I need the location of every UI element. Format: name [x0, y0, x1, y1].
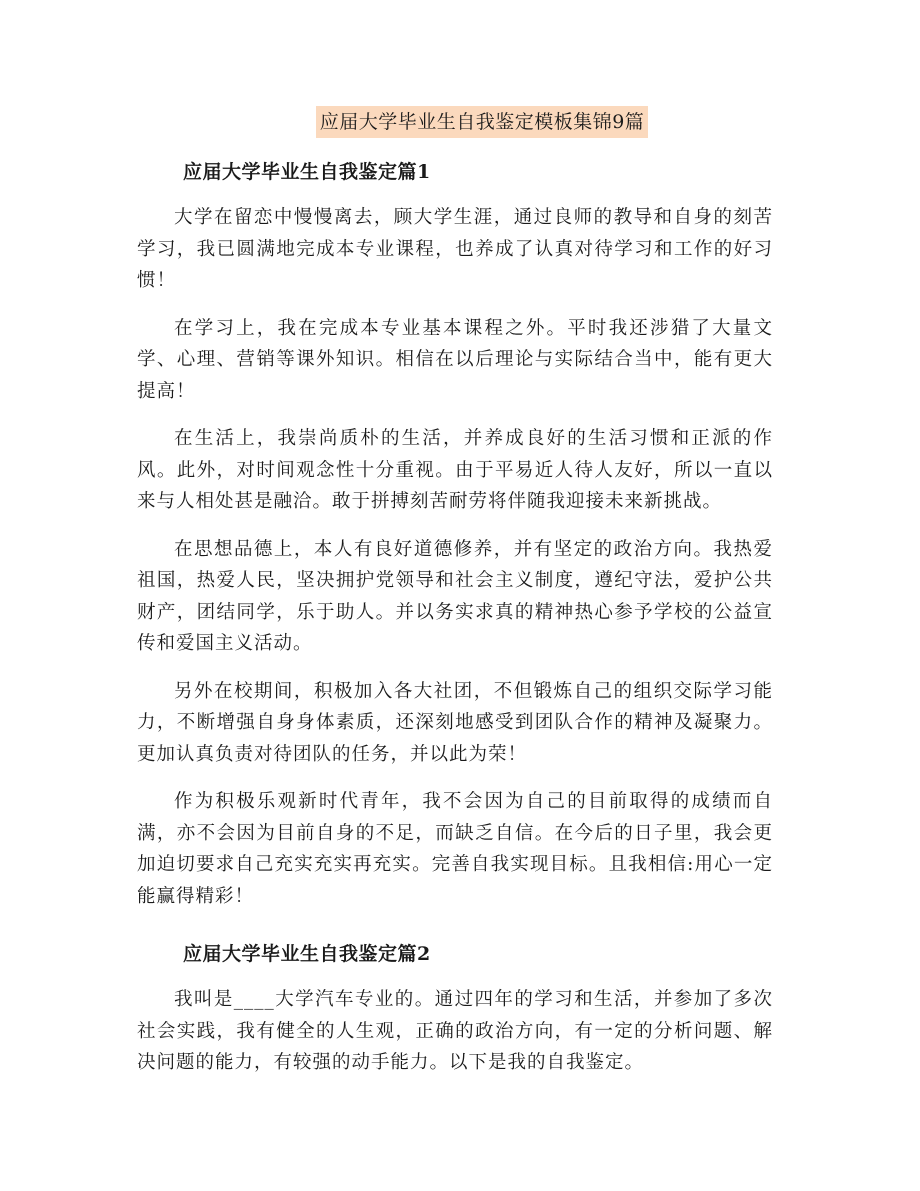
title-row — [0, 106, 920, 138]
section-heading: 应届大学毕业生自我鉴定篇1 — [183, 161, 431, 183]
document-title: 应届大学毕业生自我鉴定模板集锦9篇 — [316, 106, 649, 138]
paragraph: 我叫是____大学汽车专业的。通过四年的学习和生活，并参加了多次社会实践，我有健全的人生观，正确的政治方向，有一定的分析问题、解决问题的能力，有较强的动手能力。以下是我的自我鉴定。 — [137, 989, 773, 1073]
paragraph: 在学习上，我在完成本专业基本课程之外。平时我还涉猎了大量文学、心理、营销等课外知识。相信在以后理论与实际结合当中，能有更大提高！ — [137, 317, 773, 402]
paragraph: 在思想品德上，本人有良好道德修养，并有坚定的政治方向。我热爱祖国，热爱人民，坚决拥护党领导和社会主义制度，遵纪守法，爱护公共财产，团结同学，乐于助人。并以务实求真的精神热心参予学校的公益宣传和爱国主义活动。 — [137, 538, 773, 654]
paragraph: 另外在校期间，积极加入各大社团，不但锻炼自己的组织交际学习能力，不断增强自身身体素质，还深刻地感受到团队合作的精神及凝聚力。更加认真负责对待团队的任务，并以此为荣！ — [137, 680, 773, 765]
document-body — [137, 156, 773, 1095]
paragraph: 作为积极乐观新时代青年，我不会因为自己的目前取得的成绩而自满，亦不会因为目前自身的不足，而缺乏自信。在今后的日子里，我会更加迫切要求自己充实充实再充实。完善自我实现目标。且我相信:用心一定能赢得精彩！ — [137, 791, 773, 907]
section-heading: 应届大学毕业生自我鉴定篇2 — [183, 943, 431, 965]
paragraph: 大学在留恋中慢慢离去，顾大学生涯，通过良师的教导和自身的刻苦学习，我已圆满地完成本专业课程，也养成了认真对待学习和工作的好习惯！ — [137, 207, 773, 291]
section-divider — [137, 928, 773, 938]
paragraph: 在生活上，我崇尚质朴的生活，并养成良好的生活习惯和正派的作风。此外，对时间观念性十分重视。由于平易近人待人友好，所以一直以来与人相处甚是融洽。敢于拼搏刻苦耐劳将伴随我迎接未来新挑战。 — [137, 428, 773, 512]
section-1 — [137, 156, 773, 912]
section-2 — [137, 938, 773, 1079]
